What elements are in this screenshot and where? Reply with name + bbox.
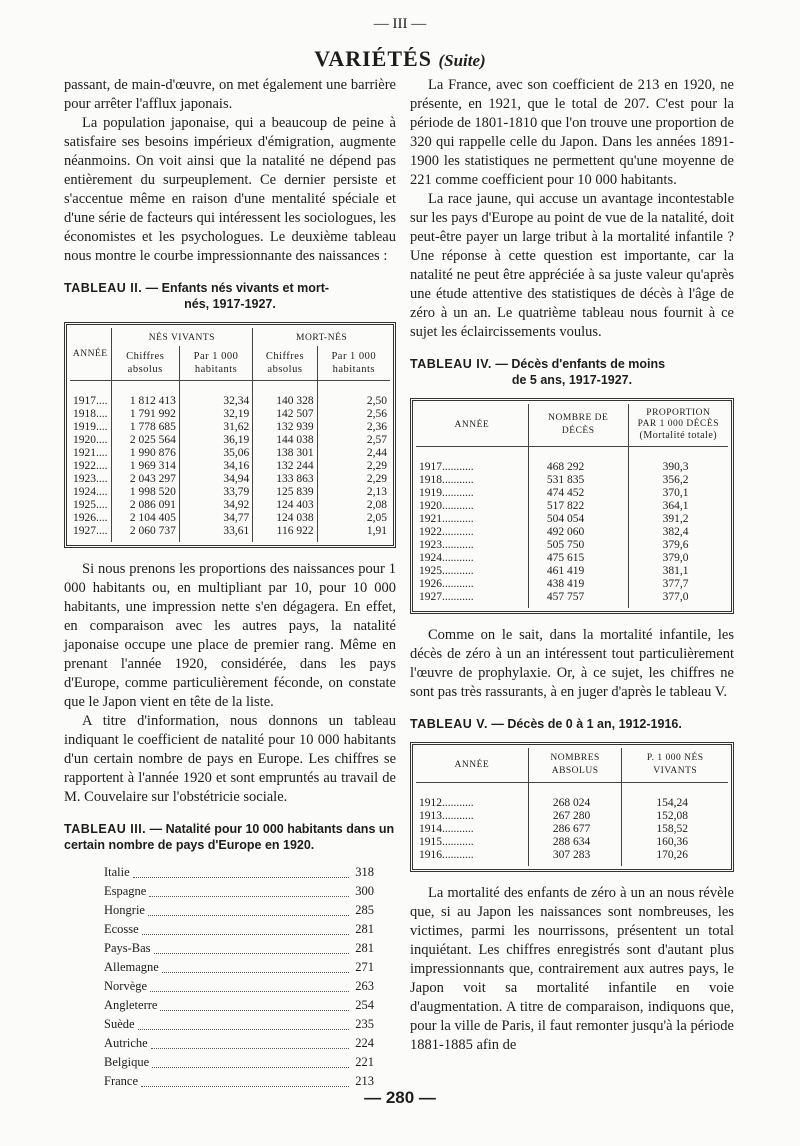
list-item <box>104 996 374 1015</box>
table2-cell-nv-par: 31,62 <box>179 421 252 434</box>
table2-cell-mn-par: 2,08 <box>317 499 390 512</box>
table3-country: Ecosse <box>104 922 139 936</box>
table4-cell-year: 1926........... <box>419 578 474 590</box>
table2-header-mort-nes: MORT-NÉS <box>253 328 390 346</box>
table4-cell-year: 1924........... <box>419 552 474 564</box>
table3-value: 221 <box>355 1055 374 1069</box>
table-row <box>416 836 728 849</box>
table4-cell-deces: 531 835 <box>528 474 628 487</box>
table3-value: 281 <box>355 941 374 955</box>
table-row <box>70 434 390 447</box>
table-row <box>416 552 728 565</box>
table3-country: Autriche <box>104 1036 148 1050</box>
table4-header-prop-c: (Mortalité totale) <box>639 430 718 441</box>
table4-cell-deces: 517 822 <box>528 500 628 513</box>
leader-dots <box>151 1048 349 1049</box>
list-item <box>104 958 374 977</box>
list-item <box>104 1053 374 1072</box>
table-row <box>416 461 728 474</box>
table3-country: Italie <box>104 865 130 879</box>
section-subtitle: (Suite) <box>438 51 486 70</box>
table4-cell-year: 1917........... <box>419 461 474 473</box>
table2-cell-year: 1919.... <box>73 421 108 433</box>
table3-value: 281 <box>355 922 374 936</box>
table2-cell-mn-abs: 138 301 <box>253 447 317 460</box>
table2-sub-chiffres-2: Chiffres absolus <box>253 346 317 381</box>
table2-cell-year: 1926.... <box>73 512 108 524</box>
leader-dots <box>141 1086 349 1087</box>
table2-header-nes-vivants: NÉS VIVANTS <box>111 328 253 346</box>
table3-list <box>104 863 374 1091</box>
table5-cell-abs: 307 283 <box>528 849 622 866</box>
table2-cell-year: 1920.... <box>73 434 108 446</box>
table2-cell-mn-abs: 116 922 <box>253 525 317 542</box>
left-paragraph-2: La population japonaise, qui a beaucoup de peine à satisfaire ses besoins impérieux d'émigration, augmente néanmoins. On voit ainsi que la natalité ne dépend pas entièrement du surpeuplement. Ce dernier persiste et s'accentue même en raison d'une mentalité spéciale et d'une série de facteurs qui intéressent les sociologues, les économistes et les psychologues. Le deuxième tableau nous montre le courbe impressionnante des naissances : <box>64 115 396 264</box>
table4-cell-deces: 474 452 <box>528 487 628 500</box>
table2-sub-par-1: Par 1 000 habitants <box>179 346 252 381</box>
table2-cell-nv-par: 34,77 <box>179 512 252 525</box>
table2-cell-year: 1923.... <box>73 473 108 485</box>
table5-cell-year: 1915........... <box>419 836 474 848</box>
table4-header-prop-a: PROPORTION <box>646 408 711 418</box>
table5-title: — Décès de 0 à 1 an, 1912-1916. <box>491 717 682 731</box>
table5-cell-par: 170,26 <box>622 849 728 866</box>
table4-frame <box>410 398 734 614</box>
right-paragraph-4: La mortalité des enfants de zéro à un an nous révèle que, si au Japon les naissances sont nombreuses, les victimes, parmi les nourrissons, présentent un total inquiétant. Les chiffres enregistrés sont d'autant plus impressionnants que, contrairement aux autres pays, le Japon voit sa mortalité infantile en voie d'augmentation. A titre de comparaison, indiquons que, pour la ville de Paris, il faut remonter jusqu'à la période 1881-1885 afin de <box>410 885 734 1053</box>
table2-cell-mn-par: 2,05 <box>317 512 390 525</box>
table-row <box>416 591 728 608</box>
table3-value: 213 <box>355 1074 374 1088</box>
table-row <box>70 486 390 499</box>
table-row <box>416 797 728 810</box>
table2-cell-nv-abs: 1 969 314 <box>111 460 179 473</box>
table-row <box>416 487 728 500</box>
table3-value: 224 <box>355 1036 374 1050</box>
table5-cell-year: 1912........... <box>419 797 474 809</box>
table2-cell-year: 1927.... <box>73 525 108 537</box>
table3-value: 285 <box>355 903 374 917</box>
table-row <box>416 513 728 526</box>
table4-header-proportion <box>628 404 728 447</box>
table3-country: Allemagne <box>104 960 159 974</box>
table3-country: Norvège <box>104 979 148 993</box>
table4-cell-year: 1921........... <box>419 513 474 525</box>
table2-frame <box>64 322 396 548</box>
table4-cell-deces: 475 615 <box>528 552 628 565</box>
table3-value: 300 <box>355 884 374 898</box>
table-row <box>70 499 390 512</box>
table2-label: TABLEAU II. <box>64 281 143 295</box>
table2-cell-nv-abs: 2 104 405 <box>111 512 179 525</box>
table3-value: 271 <box>355 960 374 974</box>
table-row <box>416 474 728 487</box>
table5-cell-abs: 286 677 <box>528 823 622 836</box>
table3-country: Suède <box>104 1017 135 1031</box>
table5-caption <box>410 716 734 732</box>
table4-cell-year: 1927........... <box>419 591 474 603</box>
table5-cell-par: 158,52 <box>622 823 728 836</box>
table2-header-annee: ANNÉE <box>70 328 111 381</box>
right-paragraph-3: Comme on le sait, dans la mortalité infantile, les décès de zéro à un an intéressent tout particulièrement l'œuvre de prophylaxie. Or, à ce sujet, les chiffres ne sont pas très rassurants, à en juger d'après le tableau V. <box>410 627 734 700</box>
table3-country: Espagne <box>104 884 147 898</box>
table5-cell-year: 1916........... <box>419 849 474 861</box>
table4-cell-prop: 379,0 <box>628 552 728 565</box>
table4-header-nombre: NOMBRE DE DÉCÈS <box>528 404 628 447</box>
table3-value: 263 <box>355 979 374 993</box>
table4-title-a: — Décès d'enfants de moins <box>495 357 666 371</box>
table2-cell-mn-par: 2,44 <box>317 447 390 460</box>
table-row <box>416 849 728 866</box>
table2-cell-nv-par: 32,19 <box>179 408 252 421</box>
table-row <box>416 565 728 578</box>
table2-cell-nv-par: 35,06 <box>179 447 252 460</box>
table4-cell-deces: 505 750 <box>528 539 628 552</box>
list-item <box>104 1034 374 1053</box>
table3-country: Belgique <box>104 1055 150 1069</box>
table4-cell-year: 1925........... <box>419 565 474 577</box>
table2-title-a: — Enfants nés vivants et mort- <box>145 281 330 295</box>
leader-dots <box>133 877 349 878</box>
table2 <box>70 328 390 542</box>
table2-cell-mn-par: 2,36 <box>317 421 390 434</box>
table2-cell-mn-par: 2,13 <box>317 486 390 499</box>
table5-cell-par: 152,08 <box>622 810 728 823</box>
table4-cell-deces: 492 060 <box>528 526 628 539</box>
table-row <box>70 447 390 460</box>
table2-cell-nv-par: 33,61 <box>179 525 252 542</box>
list-item <box>104 939 374 958</box>
leader-dots <box>138 1029 349 1030</box>
page-roman-number: — III — <box>373 16 427 32</box>
leader-dots <box>149 896 349 897</box>
table2-cell-mn-abs: 124 403 <box>253 499 317 512</box>
right-paragraph-1: La France, avec son coefficient de 213 en 1920, ne présente, en 1921, que le total de 207. C'est pour la période de 1801-1810 que l'on trouve une proportion de 320 qui rappelle celle du Japon. Dans les années 1891-1900 les statistiques ne permettent qu'une moyenne de 221 comme coefficient pour 10 000 habitants. <box>410 77 734 188</box>
left-column <box>64 76 396 1091</box>
table4-cell-prop: 364,1 <box>628 500 728 513</box>
table-row <box>70 460 390 473</box>
table-row <box>416 578 728 591</box>
table2-title-b: nés, 1917-1927. <box>184 297 276 311</box>
table4-cell-prop: 381,1 <box>628 565 728 578</box>
leader-dots <box>162 972 349 973</box>
table3-caption <box>64 821 396 853</box>
table4-cell-prop: 377,0 <box>628 591 728 608</box>
table4-cell-year: 1918........... <box>419 474 474 486</box>
table-row <box>70 512 390 525</box>
page-number: — 280 — <box>364 1088 436 1107</box>
table5-header-annee: ANNÉE <box>416 748 528 783</box>
table2-cell-year: 1921.... <box>73 447 108 459</box>
table2-cell-year: 1924.... <box>73 486 108 498</box>
table-row <box>70 473 390 486</box>
table4-cell-year: 1919........... <box>419 487 474 499</box>
table2-cell-nv-par: 34,94 <box>179 473 252 486</box>
table4-cell-deces: 457 757 <box>528 591 628 608</box>
table-row <box>416 500 728 513</box>
table4 <box>416 404 728 608</box>
table5-cell-par: 154,24 <box>622 797 728 810</box>
table-row <box>70 421 390 434</box>
table5-label: TABLEAU V. <box>410 717 488 731</box>
table2-cell-mn-abs: 132 939 <box>253 421 317 434</box>
table-row <box>70 525 390 542</box>
left-paragraph-1: passant, de main-d'œuvre, on met également une barrière pour arrêter l'afflux japonais. <box>64 77 396 112</box>
table2-cell-nv-par: 33,79 <box>179 486 252 499</box>
table2-cell-mn-abs: 125 839 <box>253 486 317 499</box>
table2-cell-nv-abs: 1 998 520 <box>111 486 179 499</box>
table2-cell-nv-abs: 1 778 685 <box>111 421 179 434</box>
table-row <box>416 526 728 539</box>
table5-cell-year: 1914........... <box>419 823 474 835</box>
table3-country: France <box>104 1074 139 1088</box>
table4-cell-deces: 438 419 <box>528 578 628 591</box>
table4-cell-deces: 468 292 <box>528 461 628 474</box>
table-row <box>70 408 390 421</box>
table2-cell-nv-abs: 2 060 737 <box>111 525 179 542</box>
table3-country: Hongrie <box>104 903 145 917</box>
leader-dots <box>148 915 349 916</box>
table5 <box>416 748 728 866</box>
table4-cell-deces: 461 419 <box>528 565 628 578</box>
table4-cell-year: 1922........... <box>419 526 474 538</box>
table4-title-b: de 5 ans, 1917-1927. <box>511 373 633 387</box>
table2-cell-nv-par: 36,19 <box>179 434 252 447</box>
table2-cell-mn-par: 2,29 <box>317 473 390 486</box>
table2-cell-mn-abs: 142 507 <box>253 408 317 421</box>
table4-caption <box>410 356 734 388</box>
table5-cell-par: 160,36 <box>622 836 728 849</box>
table4-cell-prop: 370,1 <box>628 487 728 500</box>
table2-cell-year: 1918.... <box>73 408 108 420</box>
table2-cell-nv-abs: 2 086 091 <box>111 499 179 512</box>
table4-cell-prop: 391,2 <box>628 513 728 526</box>
leader-dots <box>142 934 349 935</box>
table2-cell-nv-abs: 2 043 297 <box>111 473 179 486</box>
table2-cell-nv-abs: 2 025 564 <box>111 434 179 447</box>
table2-cell-nv-par: 32,34 <box>179 395 252 408</box>
leader-dots <box>160 1010 349 1011</box>
left-paragraph-4: A titre d'information, nous donnons un tableau indiquant le coefficient de natalité pour 10 000 habitants d'un certain nombre de pays en Europe. Les chiffres se rapportent à l'année 1920 et sont empruntés au travail de M. Couvelaire sur l'obstétricie sociale. <box>64 713 396 805</box>
table2-cell-mn-abs: 132 244 <box>253 460 317 473</box>
table2-cell-mn-abs: 133 863 <box>253 473 317 486</box>
table4-cell-year: 1923........... <box>419 539 474 551</box>
left-paragraph-3: Si nous prenons les proportions des naissances pour 1 000 habitants ou, en multipliant par 10, pour 10 000 habitants, une impression nette s'en dégagera. En effet, en comparaison avec les autres pays, la natalité japonaise occupe une place de premier rang. Même en prenant l'année 1920, considérée, dans les pays d'Europe, comme particulièrement féconde, on constate que le Japon vient en tête de la liste. <box>64 561 396 710</box>
table2-sub-par-2: Par 1 000 habitants <box>317 346 390 381</box>
table2-cell-mn-par: 2,57 <box>317 434 390 447</box>
section-title <box>0 46 800 72</box>
table3-value: 318 <box>355 865 374 879</box>
table2-cell-mn-abs: 140 328 <box>253 395 317 408</box>
table4-header-annee: ANNÉE <box>416 404 528 447</box>
table3-value: 254 <box>355 998 374 1012</box>
table2-cell-mn-par: 2,56 <box>317 408 390 421</box>
list-item <box>104 863 374 882</box>
table4-cell-prop: 390,3 <box>628 461 728 474</box>
table2-cell-year: 1917.... <box>73 395 108 407</box>
table2-caption <box>64 280 396 312</box>
leader-dots <box>152 1067 349 1068</box>
leader-dots <box>150 991 349 992</box>
right-paragraph-2: La race jaune, qui accuse un avantage incontestable sur les pays d'Europe au point de vue de la natalité, doit peut-être payer un large tribut à la mortalité infantile ? Une réponse à cette question est importante, car la natalité ne peut être appréciée à sa juste valeur qu'après une étude attentive des statistiques de décès à l'âge de zéro à un an. Le quatrième tableau nous fournit à ce sujet les éclaircissements voulus. <box>410 191 734 340</box>
table4-header-prop-b: PAR 1 000 DÉCÈS <box>637 419 719 429</box>
table4-cell-year: 1920........... <box>419 500 474 512</box>
table2-cell-mn-par: 2,50 <box>317 395 390 408</box>
table2-cell-nv-abs: 1 990 876 <box>111 447 179 460</box>
table-row <box>416 810 728 823</box>
table4-cell-prop: 377,7 <box>628 578 728 591</box>
table2-cell-nv-abs: 1 791 992 <box>111 408 179 421</box>
leader-dots <box>154 953 349 954</box>
table2-cell-mn-par: 2,29 <box>317 460 390 473</box>
table3-label: TABLEAU III. <box>64 822 147 836</box>
table5-header-abs: NOMBRES ABSOLUS <box>528 748 622 783</box>
list-item <box>104 977 374 996</box>
table4-cell-prop: 379,6 <box>628 539 728 552</box>
table2-sub-chiffres-1: Chiffres absolus <box>111 346 179 381</box>
table-row <box>416 539 728 552</box>
table5-cell-year: 1913........... <box>419 810 474 822</box>
table2-cell-mn-abs: 124 038 <box>253 512 317 525</box>
table2-cell-nv-abs: 1 812 413 <box>111 395 179 408</box>
table4-cell-prop: 356,2 <box>628 474 728 487</box>
table4-cell-deces: 504 054 <box>528 513 628 526</box>
table2-cell-mn-par: 1,91 <box>317 525 390 542</box>
table2-cell-nv-par: 34,92 <box>179 499 252 512</box>
table-row <box>416 823 728 836</box>
table2-cell-year: 1925.... <box>73 499 108 511</box>
table5-cell-abs: 288 634 <box>528 836 622 849</box>
table2-cell-year: 1922.... <box>73 460 108 472</box>
table3-country: Pays-Bas <box>104 941 151 955</box>
table3-title: — Natalité pour 10 000 habitants dans un certain nombre de pays d'Europe en 1920. <box>64 822 395 852</box>
table5-header-par: P. 1 000 NÉS VIVANTS <box>622 748 728 783</box>
table5-frame <box>410 742 734 872</box>
list-item <box>104 920 374 939</box>
table5-cell-abs: 268 024 <box>528 797 622 810</box>
table3-country: Angleterre <box>104 998 158 1012</box>
right-column <box>410 76 734 1055</box>
table-row <box>70 395 390 408</box>
table2-cell-nv-par: 34,16 <box>179 460 252 473</box>
list-item <box>104 1015 374 1034</box>
list-item <box>104 882 374 901</box>
list-item <box>104 901 374 920</box>
table4-label: TABLEAU IV. <box>410 357 492 371</box>
table4-cell-prop: 382,4 <box>628 526 728 539</box>
table2-cell-mn-abs: 144 038 <box>253 434 317 447</box>
section-title-text: VARIÉTÉS <box>314 46 432 71</box>
table5-cell-abs: 267 280 <box>528 810 622 823</box>
table3-value: 235 <box>355 1017 374 1031</box>
